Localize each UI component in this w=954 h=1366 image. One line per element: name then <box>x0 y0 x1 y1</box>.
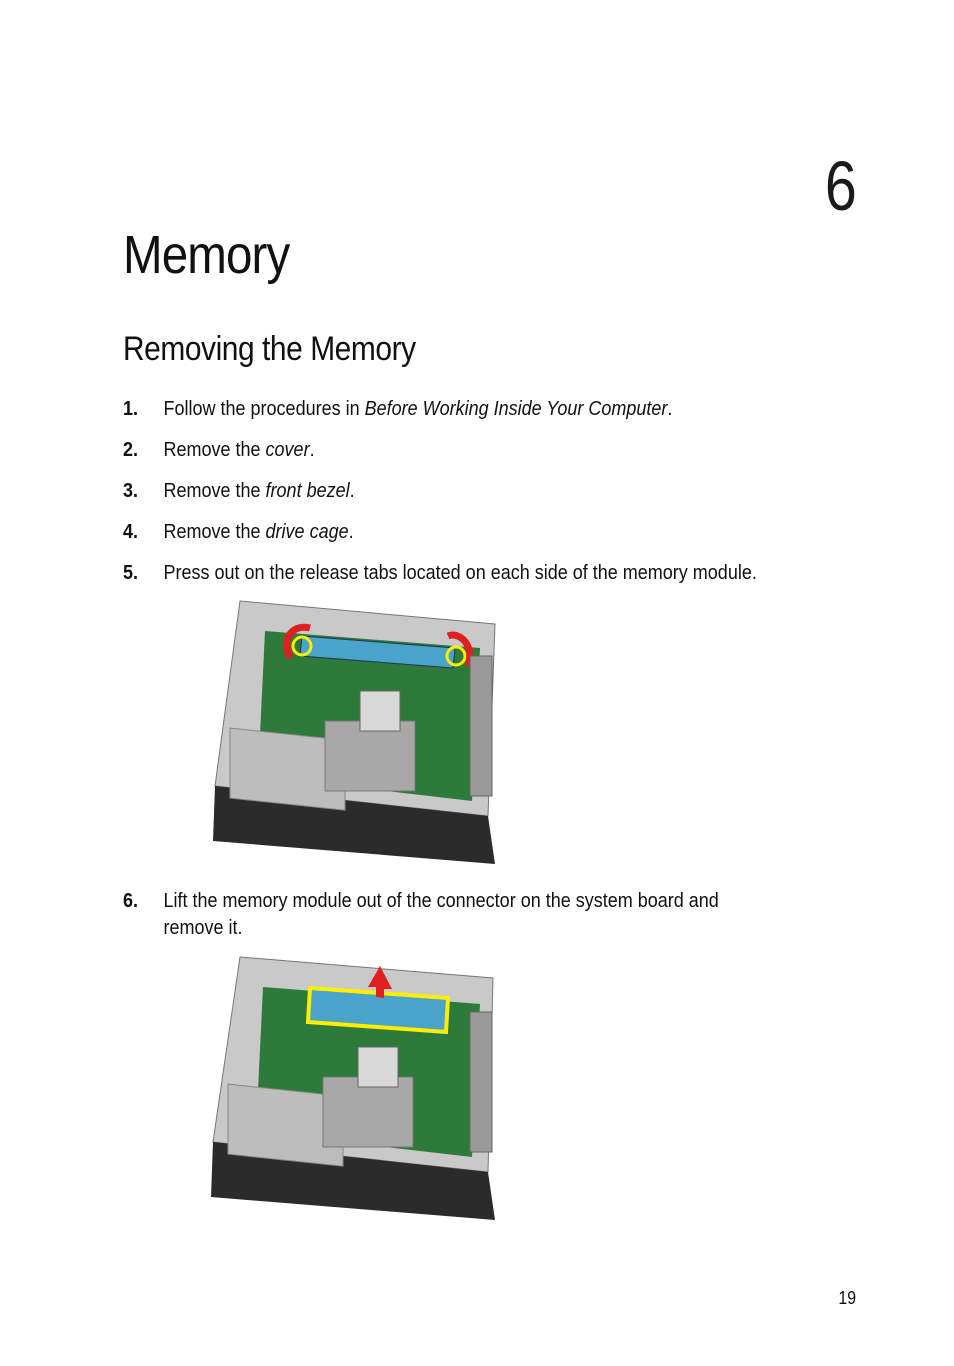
chapter-number: 6 <box>824 147 856 225</box>
step-number: 5. <box>123 562 139 584</box>
link-before-working[interactable]: Before Working Inside Your Computer <box>364 398 668 420</box>
step-punct: . <box>349 480 355 502</box>
step-number: 1. <box>123 398 139 420</box>
step-number: 2. <box>123 439 139 461</box>
page-number: 19 <box>838 1288 856 1308</box>
step-number: 3. <box>123 480 139 502</box>
step-punct: . <box>667 398 673 420</box>
link-drive-cage[interactable]: drive cage <box>265 521 349 543</box>
step-text-line1: Lift the memory module out of the connector on the system board and <box>163 890 719 912</box>
step-text: Remove the <box>163 439 266 461</box>
section-title: Removing the Memory <box>123 330 416 368</box>
step-number: 4. <box>123 521 139 543</box>
figure-release-tabs <box>210 596 500 866</box>
step-text: Follow the procedures in <box>163 398 365 420</box>
step-number: 6. <box>123 890 139 912</box>
step-text: Press out on the release tabs located on each side of the memory module. <box>163 562 757 584</box>
step-punct: . <box>309 439 315 461</box>
link-cover[interactable]: cover <box>265 439 310 461</box>
figure-lift-module <box>208 952 500 1222</box>
step-text: Remove the <box>163 521 266 543</box>
step-punct: . <box>348 521 354 543</box>
step-text-line2: remove it. <box>163 917 243 939</box>
step-text: Remove the <box>163 480 266 502</box>
chapter-title: Memory <box>123 225 290 285</box>
link-front-bezel[interactable]: front bezel <box>265 480 350 502</box>
